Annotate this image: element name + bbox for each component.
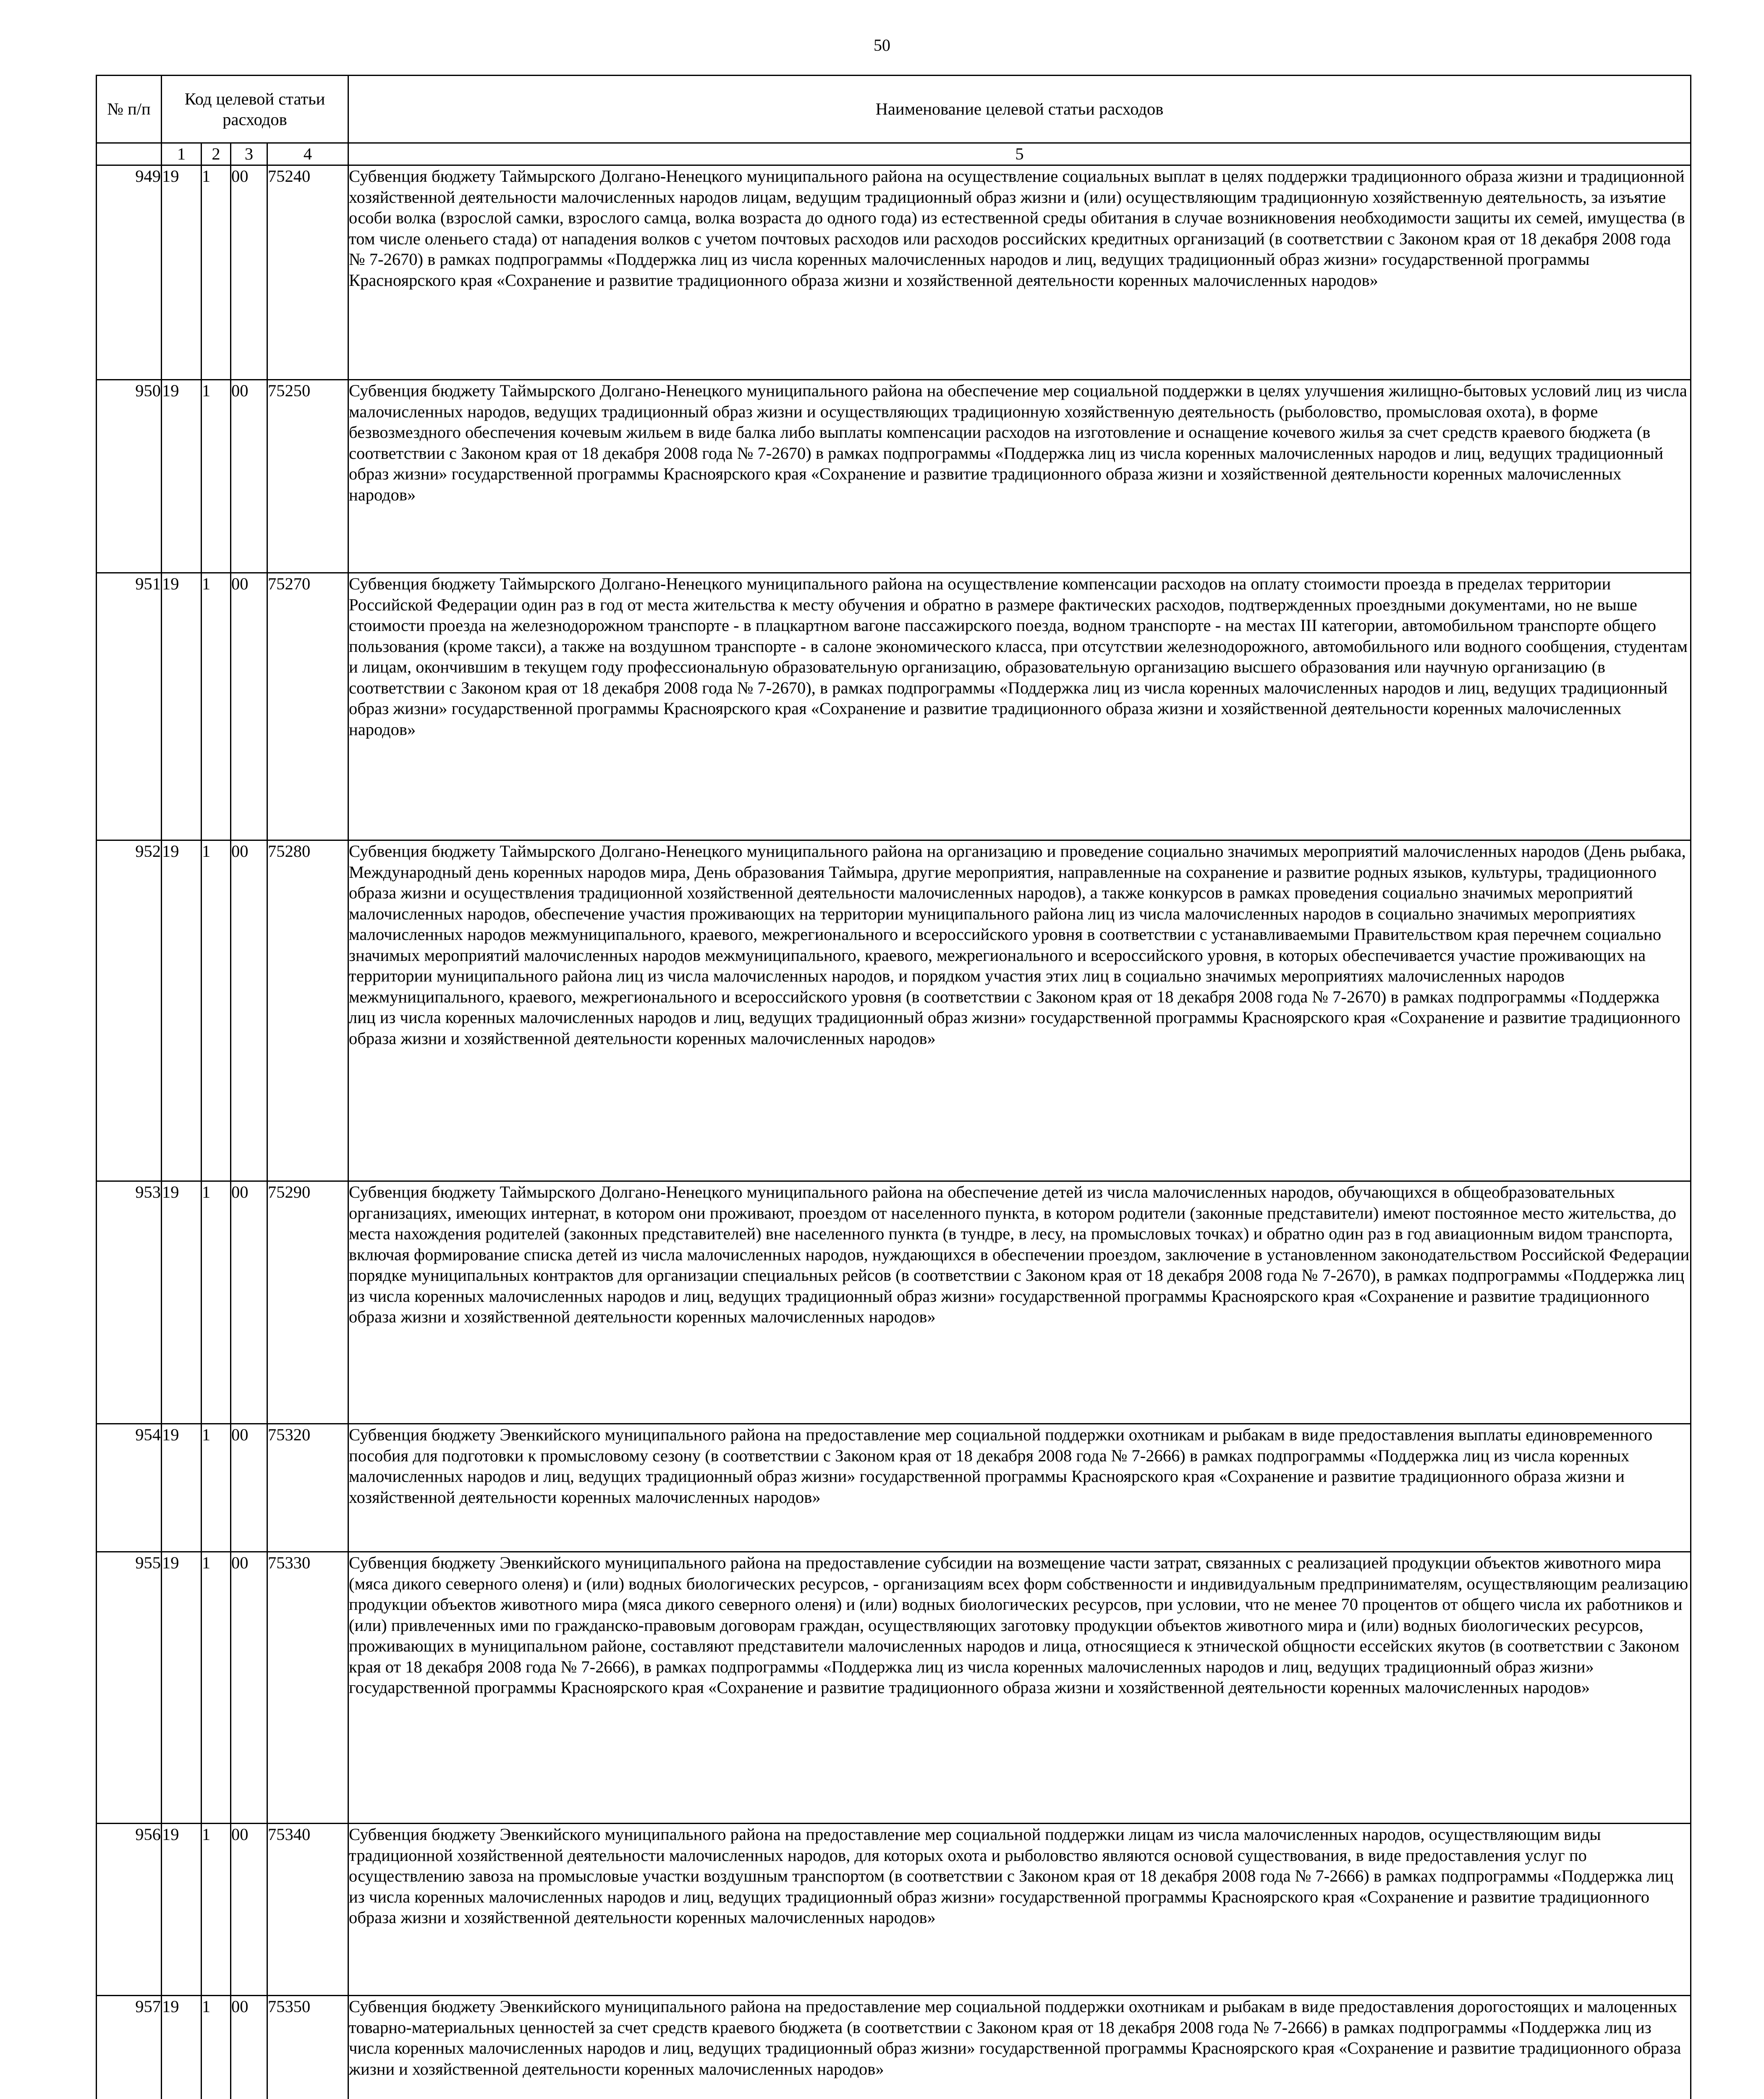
code-part-1: 19 [162,380,202,573]
code-part-3: 00 [231,165,267,380]
table-row [97,840,1691,1181]
column-number: 3 [231,143,267,165]
row-description: Субвенция бюджету Таймырского Долгано-Ненецкого муниципального района на обеспечение мер социальной поддержки в целях улучшения жилищно-бытовых условий лиц из числа малочисленных народов, ведущих традиционный образ жизни и осуществляющих традиционную хозяйственную деятельность (рыболовство, промысловая охота), в форме безвозмездного обеспечения кочевым жильем в виде балка либо выплаты компенсации расходов на изготовление и оснащение кочевого жилья за счет средств краевого бюджета (в соответствии с Законом края от 18 декабря 2008 года № 7-2670) в рамках подпрограммы «Поддержка лиц из числа коренных малочисленных народов и лиц, ведущих традиционный образ жизни» государственной программы Красноярского края «Сохранение и развитие традиционного образа жизни и хозяйственной деятельности коренных малочисленных народов» [348,380,1691,573]
code-part-2: 1 [202,1552,231,1824]
row-description: Субвенция бюджету Таймырского Долгано-Ненецкого муниципального района на осуществление социальных выплат в целях поддержки традиционного образа жизни и традиционной хозяйственной деятельности малочисленных народов лицам, ведущим традиционный образ жизни и (или) осуществляющим традиционную хозяйственную деятельность, за изъятие особи волка (взрослой самки, взрослого самца, волка возраста до одного года) из естественной среды обитания в случае возникновения необходимости защиты их семей, имущества (в том числе оленьего стада) от нападения волков с учетом почтовых расходов или расходов российских кредитных организаций (в соответствии с Законом края от 18 декабря 2008 года № 7-2670) в рамках подпрограммы «Поддержка лиц из числа коренных малочисленных народов и лиц, ведущих традиционный образ жизни» государственной программы Красноярского края «Сохранение и развитие традиционного образа жизни и хозяйственной деятельности коренных малочисленных народов» [348,165,1691,380]
page-number: 50 [874,36,890,55]
code-part-2: 1 [202,1996,231,2099]
code-part-3: 00 [231,1181,267,1424]
code-part-3: 00 [231,380,267,573]
row-description: Субвенция бюджету Таймырского Долгано-Ненецкого муниципального района на осуществление компенсации расходов на оплату стоимости проезда в пределах территории Российской Федерации один раз в год от места жительства к месту обучения и обратно в размере фактических расходов, подтвержденных проездными документами, но не выше стоимости проезда на железнодорожном транспорте - в плацкартном вагоне пассажирского поезда, водном транспорте - на местах III категории, автомобильном транспорте общего пользования (кроме такси), а также на воздушном транспорте - в салоне экономического класса, при отсутствии железнодорожного, автомобильного или водного сообщения, студентам и лицам, окончившим в текущем году профессиональную образовательную организацию, образовательную организацию высшего образования или научную организацию (в соответствии с Законом края от 18 декабря 2008 года № 7-2670), в рамках подпрограммы «Поддержка лиц из числа коренных малочисленных народов и лиц, ведущих традиционный образ жизни» государственной программы Красноярского края «Сохранение и развитие традиционного образа жизни и хозяйственной деятельности коренных малочисленных народов» [348,573,1691,840]
code-part-4: 75290 [267,1181,348,1424]
table-row [97,1424,1691,1552]
table-row [97,1996,1691,2099]
column-number: 2 [202,143,231,165]
row-number: 953 [97,1181,162,1424]
code-part-4: 75250 [267,380,348,573]
code-part-1: 19 [162,573,202,840]
code-part-4: 75330 [267,1552,348,1824]
code-part-3: 00 [231,1424,267,1552]
code-part-1: 19 [162,1181,202,1424]
code-part-2: 1 [202,380,231,573]
row-number: 957 [97,1996,162,2099]
code-part-4: 75280 [267,840,348,1181]
column-number: 5 [348,143,1691,165]
header-code: Код целевой статьи расходов [162,76,348,143]
code-part-3: 00 [231,1824,267,1996]
row-description: Субвенция бюджету Таймырского Долгано-Ненецкого муниципального района на организацию и проведение социально значимых мероприятий малочисленных народов (День рыбака, Международный день коренных народов мира, День образования Таймыра, другие мероприятия, направленные на сохранение и развитие родных языков, культуры, традиционного образа жизни и осуществления традиционной хозяйственной деятельности малочисленных народов), а также конкурсов в рамках проведения социально значимых мероприятий малочисленных народов, обеспечение участия проживающих на территории муниципального района лиц из числа малочисленных народов в социально значимых мероприятиях малочисленных народов межмуниципального, краевого, межрегионального и всероссийского уровня в соответствии с устанавливаемыми Правительством края перечнем социально значимых мероприятий малочисленных народов межмуниципального, краевого, межрегионального и всероссийского уровня, в которых обеспечивается участие проживающих на территории муниципального района лиц из числа малочисленных народов, и порядком участия этих лиц в социально значимых мероприятиях малочисленных народов межмуниципального, краевого, межрегионального и всероссийского уровня (в соответствии с Законом края от 18 декабря 2008 года № 7-2670) в рамках подпрограммы «Поддержка лиц из числа коренных малочисленных народов и лиц, ведущих традиционный образ жизни» государственной программы Красноярского края «Сохранение и развитие традиционного образа жизни и хозяйственной деятельности коренных малочисленных народов» [348,840,1691,1181]
row-description: Субвенция бюджету Эвенкийского муниципального района на предоставление мер социальной поддержки лицам из числа малочисленных народов, осуществляющим виды традиционной хозяйственной деятельности малочисленных народов, для которых охота и рыболовство являются основой существования, в виде предоставления услуг по осуществлению завоза на промысловые участки воздушным транспортом (в соответствии с Законом края от 18 декабря 2008 года № 7-2666) в рамках подпрограммы «Поддержка лиц из числа коренных малочисленных народов и лиц, ведущих традиционный образ жизни» государственной программы Красноярского края «Сохранение и развитие традиционного образа жизни и хозяйственной деятельности коренных малочисленных народов» [348,1824,1691,1996]
row-description: Субвенция бюджету Эвенкийского муниципального района на предоставление мер социальной поддержки охотникам и рыбакам в виде предоставления дорогостоящих и малоценных товарно-материальных ценностей за счет средств краевого бюджета (в соответствии с Законом края от 18 декабря 2008 года № 7-2666) в рамках подпрограммы «Поддержка лиц из числа коренных малочисленных народов и лиц, ведущих традиционный образ жизни» государственной программы Красноярского края «Сохранение и развитие традиционного образа жизни и хозяйственной деятельности коренных малочисленных народов» [348,1996,1691,2099]
code-part-1: 19 [162,165,202,380]
row-number: 954 [97,1424,162,1552]
code-part-4: 75270 [267,573,348,840]
table-row [97,1552,1691,1824]
row-number: 949 [97,165,162,380]
table-row [97,165,1691,380]
row-number: 955 [97,1552,162,1824]
table-row [97,380,1691,573]
header-row [97,76,1691,143]
column-number-blank [97,143,162,165]
column-number: 1 [162,143,202,165]
code-part-3: 00 [231,1996,267,2099]
code-part-2: 1 [202,840,231,1181]
code-part-1: 19 [162,1996,202,2099]
code-part-2: 1 [202,1424,231,1552]
row-number: 951 [97,573,162,840]
header-name: Наименование целевой статьи расходов [348,76,1691,143]
column-number-row [97,143,1691,165]
row-description: Субвенция бюджету Эвенкийского муниципального района на предоставление мер социальной поддержки охотникам и рыбакам в виде предоставления выплаты единовременного пособия для подготовки к промысловому сезону (в соответствии с Законом края от 18 декабря 2008 года № 7-2666) в рамках подпрограммы «Поддержка лиц из числа коренных малочисленных народов и лиц, ведущих традиционный образ жизни» государственной программы Красноярского края «Сохранение и развитие традиционного образа жизни и хозяйственной деятельности коренных малочисленных народов» [348,1424,1691,1552]
row-number: 952 [97,840,162,1181]
code-part-4: 75320 [267,1424,348,1552]
code-part-2: 1 [202,1824,231,1996]
row-description: Субвенция бюджету Эвенкийского муниципального района на предоставление субсидии на возмещение части затрат, связанных с реализацией продукции объектов животного мира (мяса дикого северного оленя) и (или) водных биологических ресурсов, - организациям всех форм собственности и индивидуальным предпринимателям, осуществляющим реализацию продукции объектов животного мира (мяса дикого северного оленя) и (или) водных биологических ресурсов, при условии, что не менее 70 процентов от общего числа их работников и (или) привлеченных ими по гражданско-правовым договорам граждан, осуществляющих заготовку продукции объектов животного мира и (или) водных биологических ресурсов, проживающих в муниципальном районе, составляют представители малочисленных народов и лица, относящиеся к этнической общности ессейских якутов (в соответствии с Законом края от 18 декабря 2008 года № 7-2666), в рамках подпрограммы «Поддержка лиц из числа коренных малочисленных народов и лиц, ведущих традиционный образ жизни» государственной программы Красноярского края «Сохранение и развитие традиционного образа жизни и хозяйственной деятельности коренных малочисленных народов» [348,1552,1691,1824]
code-part-1: 19 [162,1824,202,1996]
row-description: Субвенция бюджету Таймырского Долгано-Ненецкого муниципального района на обеспечение детей из числа малочисленных народов, обучающихся в общеобразовательных организациях, имеющих интернат, в котором они проживают, проездом от населенного пункта, в котором родители (законные представители) имеют постоянное место жительства, до места нахождения родителей (законных представителей) вне населенного пункта (в тундре, в лесу, на промысловых точках) и обратно один раз в год авиационным видом транспорта, включая формирование списка детей из числа малочисленных народов, нуждающихся в обеспечении проездом, заключение в установленном законодательством Российской Федерации порядке муниципальных контрактов для организации специальных рейсов (в соответствии с Законом края от 18 декабря 2008 года № 7-2670), в рамках подпрограммы «Поддержка лиц из числа коренных малочисленных народов и лиц, ведущих традиционный образ жизни» государственной программы Красноярского края «Сохранение и развитие традиционного образа жизни и хозяйственной деятельности коренных малочисленных народов» [348,1181,1691,1424]
code-part-2: 1 [202,573,231,840]
code-part-4: 75340 [267,1824,348,1996]
code-part-1: 19 [162,840,202,1181]
code-part-4: 75240 [267,165,348,380]
code-part-3: 00 [231,573,267,840]
code-part-1: 19 [162,1552,202,1824]
code-part-2: 1 [202,1181,231,1424]
header-num: № п/п [97,76,162,143]
row-number: 950 [97,380,162,573]
row-number: 956 [97,1824,162,1996]
code-part-3: 00 [231,1552,267,1824]
column-number: 4 [267,143,348,165]
table-row [97,1181,1691,1424]
code-part-2: 1 [202,165,231,380]
code-part-1: 19 [162,1424,202,1552]
table-row [97,573,1691,840]
budget-table [96,75,1691,2099]
code-part-4: 75350 [267,1996,348,2099]
table-row [97,1824,1691,1996]
code-part-3: 00 [231,840,267,1181]
